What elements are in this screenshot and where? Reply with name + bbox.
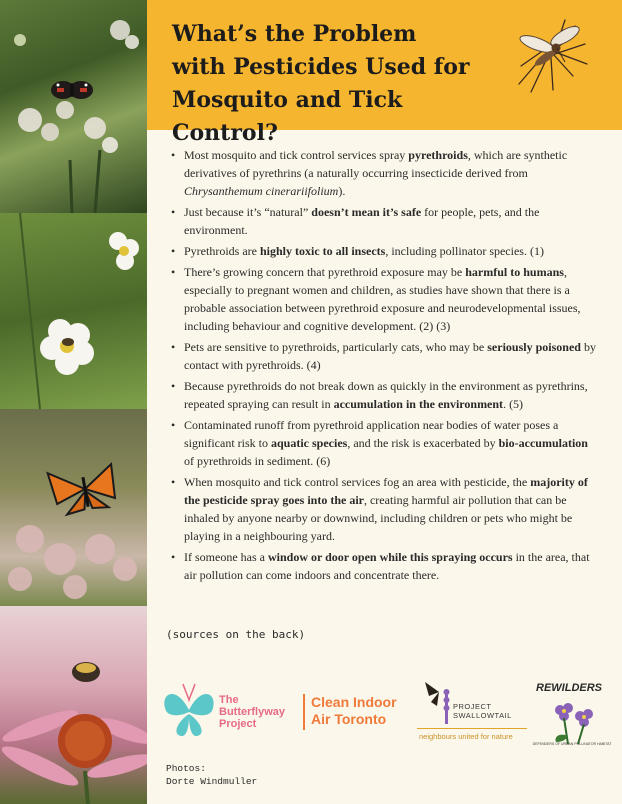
bullet-list <box>170 146 600 584</box>
bullet-item <box>184 242 600 260</box>
clean-indoor-air-logo <box>303 694 411 740</box>
bullet-text: in the area, that air pollution can come indoors and concentrate there. <box>184 550 590 582</box>
bullet-item <box>184 263 600 335</box>
sources-note: (sources on the back) <box>166 628 306 641</box>
bullet-text: by contact with pyrethroids. (4) <box>184 340 596 372</box>
bullet-emphasis: seriously poisoned <box>487 340 581 354</box>
mosquito-icon <box>507 14 597 94</box>
bullet-text: Pets are sensitive to pyrethroids, particularly cats, who may be <box>184 340 488 354</box>
swallowtail-line: SWALLOWTAIL <box>453 711 512 720</box>
swallowtail-tagline: neighbours united for nature <box>419 732 513 741</box>
rewilders-title: REWILDERS <box>536 682 602 694</box>
header-banner <box>147 0 622 146</box>
title-line: What’s the Problem <box>172 21 417 47</box>
title-line: Mosquito and Tick Control? <box>172 87 403 146</box>
photo-white-flowers-bee <box>0 213 147 409</box>
swallowtail-line: PROJECT <box>453 702 492 711</box>
bullet-italic: Chrysanthemum cinerariifolium <box>184 184 339 198</box>
clean-air-line: Air Toronto <box>311 711 387 727</box>
bullet-text: There’s growing concern that pyrethroid exposure may be <box>184 265 466 279</box>
swallowtail-icon <box>421 680 457 724</box>
bullet-emphasis: pyrethroids <box>408 148 468 162</box>
bullet-text: , especially to pregnant women and children, as studies have shown that there is a probable association between pyrethroid exposure and neurodevelopmental issues, including behaviour and cognitive development. (2) (3) <box>184 265 581 333</box>
bullet-item <box>184 203 600 239</box>
bullet-emphasis: accumulation in the environment <box>333 397 504 411</box>
bullet-emphasis: harmful to humans <box>465 265 564 279</box>
bullet-emphasis: doesn’t mean it’s safe <box>311 205 422 219</box>
bullet-item <box>184 338 600 374</box>
bullet-text: If someone has a <box>184 550 268 564</box>
partner-logos <box>147 680 622 750</box>
bullet-text: ). <box>338 184 346 198</box>
butterflyway-logo <box>159 680 301 740</box>
bullet-item <box>184 377 600 413</box>
bullet-text: for people, pets, and the environment. <box>184 205 540 237</box>
bullet-text: When mosquito and tick control services fog an area with pesticide, the <box>184 475 531 489</box>
bullet-emphasis: majority of the pesticide spray goes into the air <box>184 475 588 507</box>
bullet-text: Pyrethroids are <box>184 244 260 258</box>
bullet-item <box>184 473 600 545</box>
photo-monarch-butterfly <box>0 409 147 606</box>
butterflyway-line: Project <box>219 718 257 730</box>
butterfly-icon <box>159 680 219 740</box>
clean-air-line: Clean Indoor <box>311 694 397 710</box>
bullet-text: Just because it’s “natural” <box>184 205 312 219</box>
butterflyway-line: The <box>219 694 239 706</box>
bullet-item <box>184 416 600 470</box>
bullet-item <box>184 146 600 200</box>
bullet-text: . (5) <box>503 397 524 411</box>
bullet-text: of pyrethroids in sediment. (6) <box>184 454 331 468</box>
butterflyway-line: Butterflyway <box>219 706 286 718</box>
bullet-emphasis: highly toxic to all insects <box>259 244 386 258</box>
bullet-text: Because pyrethroids do not break down as quickly in the environment as pyrethrins, repeated spraying can result in <box>184 379 588 411</box>
divider <box>417 728 527 729</box>
rewilders-logo <box>532 680 612 750</box>
project-swallowtail-logo <box>417 680 527 750</box>
bullet-text: , creating harmful air pollution that can be inhaled by anyone nearby or downwind, including children or pets who might be playing in a neighbouring yard. <box>184 493 573 543</box>
bullet-emphasis: window or door open while this spraying occurs <box>267 550 513 564</box>
credit-line: Photos: <box>166 763 206 774</box>
photo-red-admiral-butterfly <box>0 0 147 213</box>
violet-flower-icon <box>542 696 602 748</box>
bullet-text: , including pollinator species. (1) <box>385 244 544 258</box>
bullet-emphasis: aquatic species <box>271 436 348 450</box>
bullet-text: Most mosquito and tick control services spray <box>184 148 409 162</box>
credit-line: Dorte Windmuller <box>166 776 258 787</box>
content-area <box>170 146 600 587</box>
bullet-emphasis: bio-accumulation <box>498 436 588 450</box>
title-line: with Pesticides Used for <box>172 54 470 80</box>
page-title <box>172 18 512 150</box>
bullet-item <box>184 548 600 584</box>
bullet-text: Contaminated runoff from pyrethroid application near bodies of water poses a significant risk to <box>184 418 559 450</box>
photo-credit <box>166 762 257 788</box>
photo-strip <box>0 0 147 804</box>
rewilders-subtitle: DEFENDERS OF URBAN POLLINATOR HABITAT <box>532 742 612 746</box>
bullet-text: , which are synthetic derivatives of pyrethrins (a naturally occurring insecticide derived from <box>184 148 568 180</box>
bullet-text: , and the risk is exacerbated by <box>347 436 499 450</box>
divider <box>303 694 305 730</box>
photo-coneflower-bee <box>0 606 147 804</box>
